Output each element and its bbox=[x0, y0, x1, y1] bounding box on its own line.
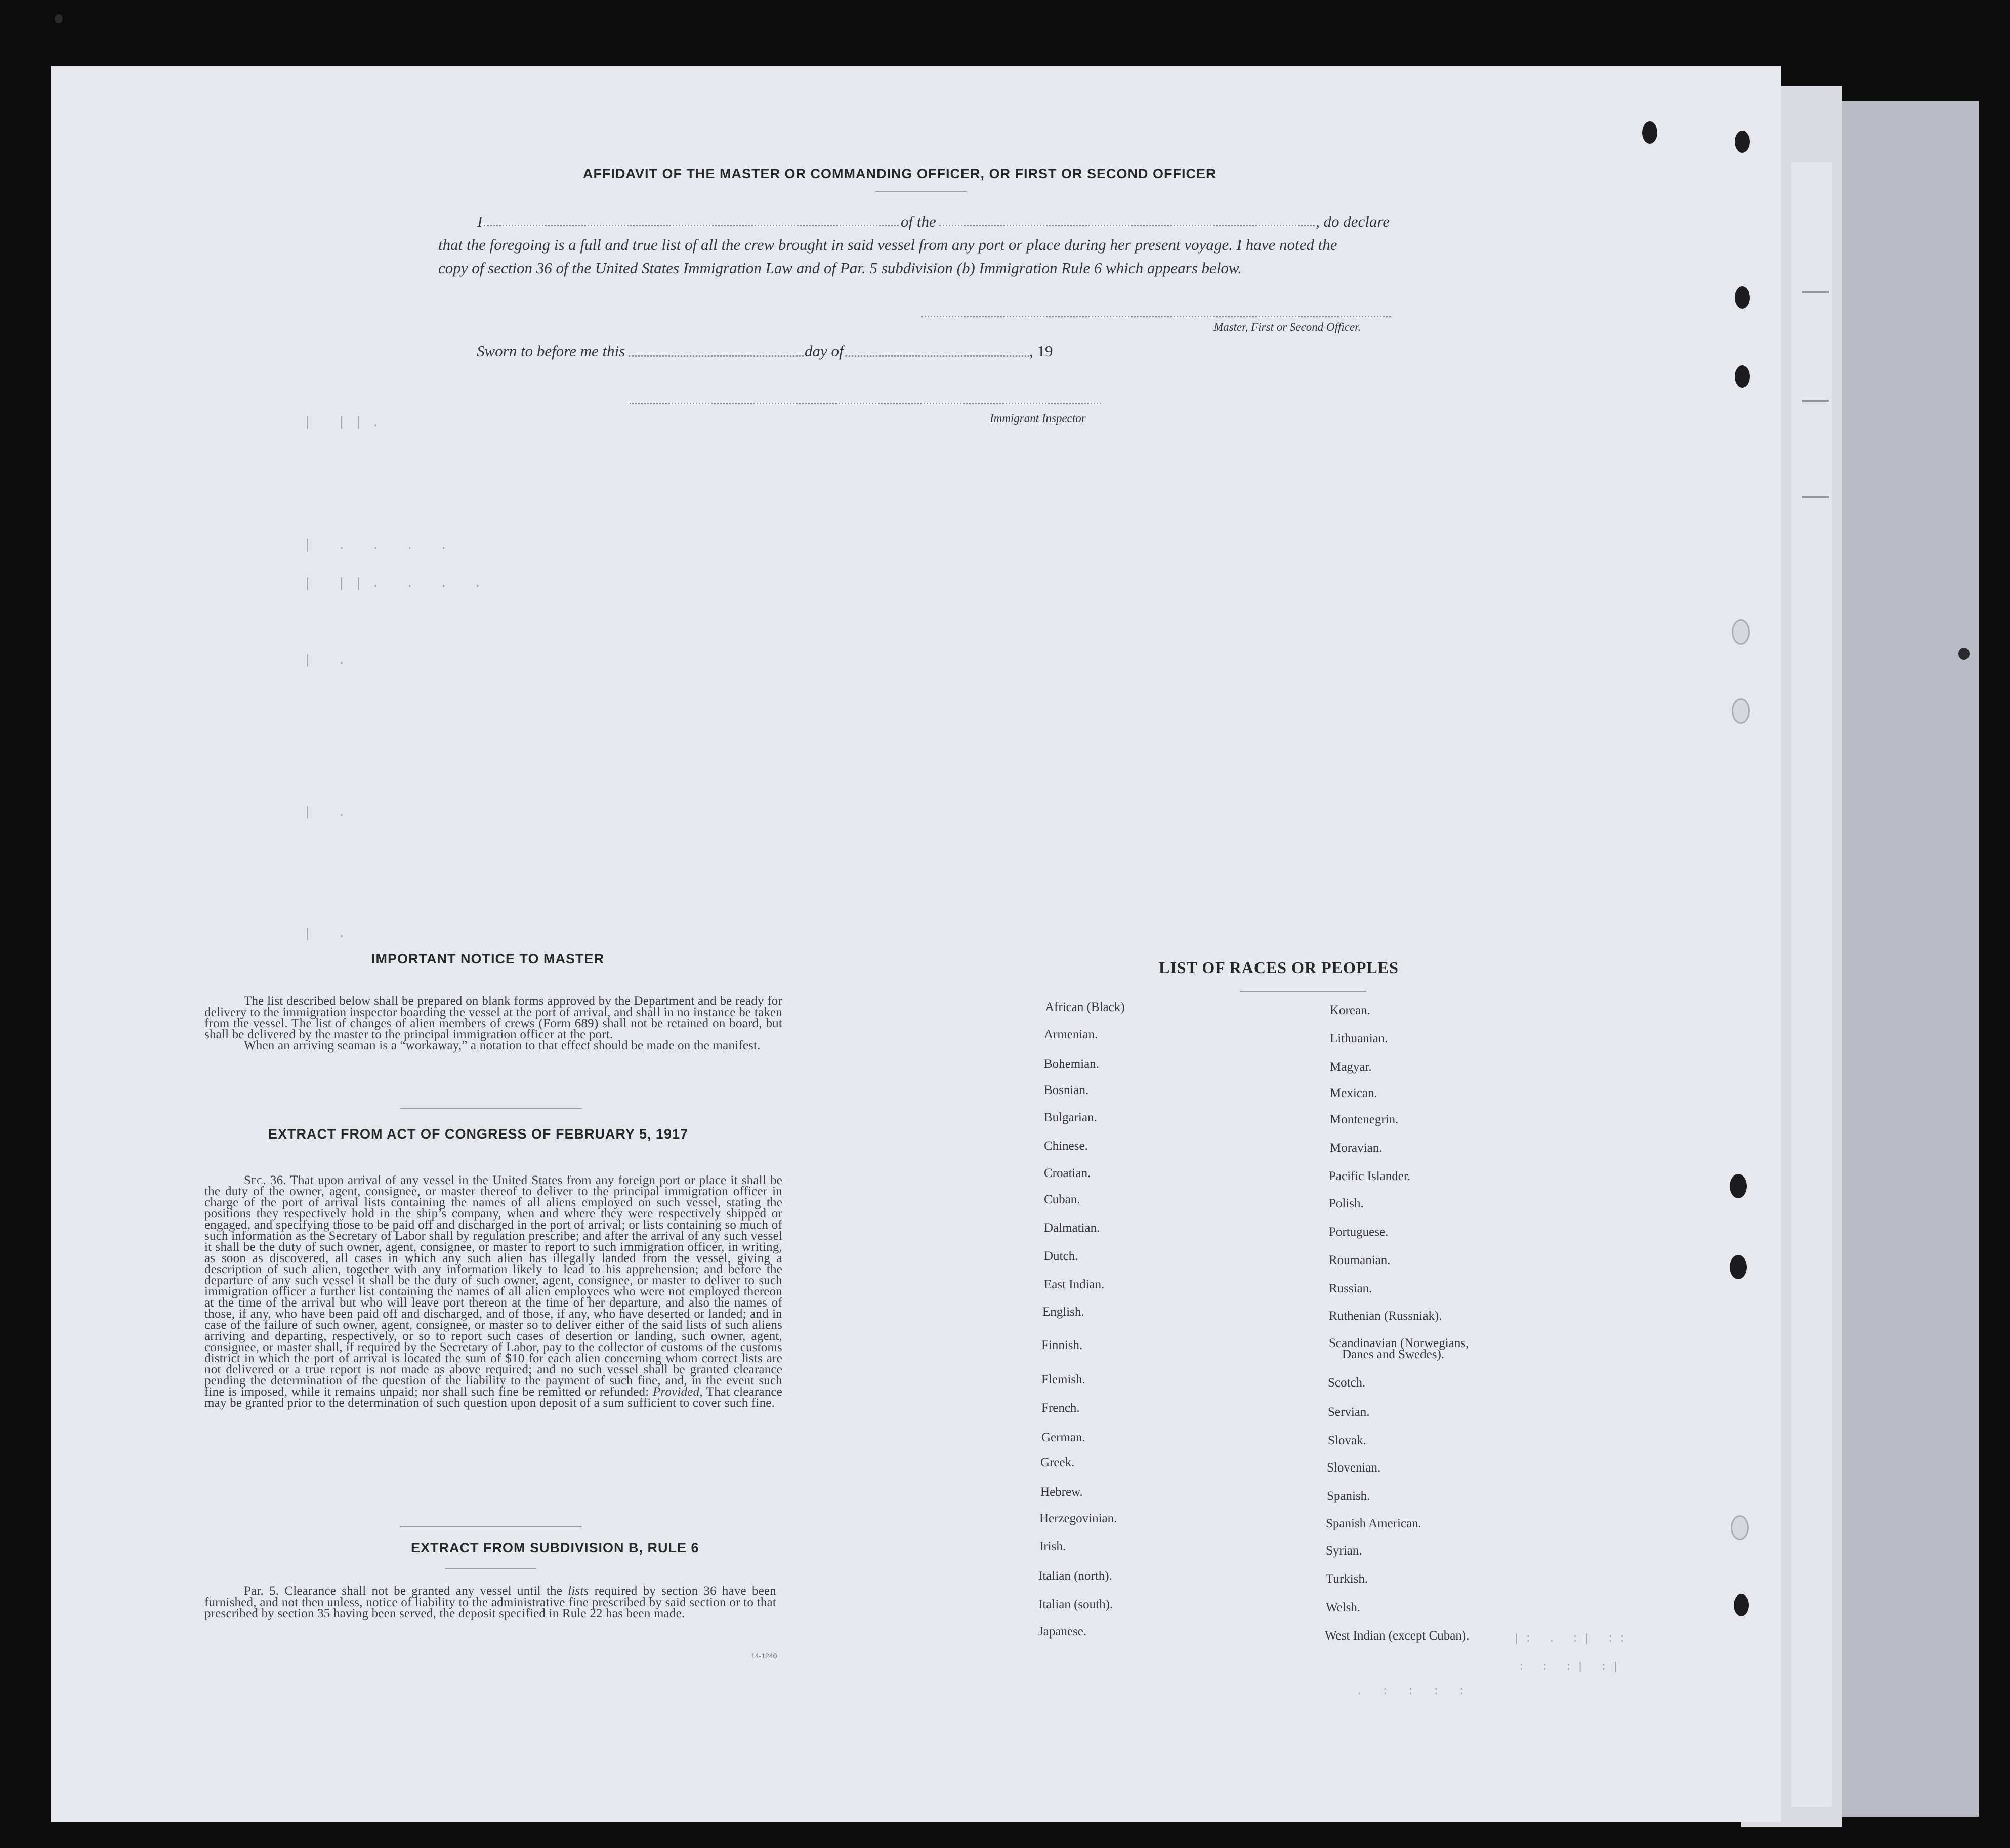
sworn-text: Sworn to before me this bbox=[477, 342, 625, 360]
affidavit-line2: that the foregoing is a full and true list of all the crew brought in said vessel from any port or place during her present voyage. I have noted the bbox=[438, 236, 1337, 254]
act-paragraph-end: That clearance may be granted prior to the determination of such question upon deposit of a sum sufficient to cover such fine. bbox=[204, 1385, 783, 1410]
act-title: EXTRACT FROM ACT OF CONGRESS OF FEBRUARY 5, 1917 bbox=[268, 1126, 689, 1142]
punch-hole bbox=[1642, 121, 1657, 144]
race-item: Welsh. bbox=[1326, 1601, 1361, 1614]
master-signature-line bbox=[921, 316, 1391, 317]
sworn-year: , 19 bbox=[1029, 342, 1053, 360]
affidavit-line3: copy of section 36 of the United States Immigration Law and of Par. 5 subdivision (b) Immigration Rule 6 which appears below. bbox=[438, 259, 1242, 277]
race-item: Croatian. bbox=[1044, 1166, 1091, 1180]
races-title-rule bbox=[1240, 991, 1366, 992]
race-item: Turkish. bbox=[1326, 1572, 1368, 1586]
race-item: Italian (north). bbox=[1038, 1569, 1112, 1583]
middle-sheet-inner bbox=[1791, 162, 1832, 1807]
rule-lists-word: lists bbox=[568, 1584, 589, 1598]
race-item: French. bbox=[1041, 1401, 1080, 1415]
punch-hole bbox=[1732, 619, 1750, 645]
affidavit-title-rule bbox=[875, 191, 967, 192]
race-item: Japanese. bbox=[1038, 1625, 1087, 1639]
race-item: Mexican. bbox=[1330, 1086, 1377, 1100]
race-item: Cuban. bbox=[1044, 1193, 1080, 1206]
race-item: Spanish American. bbox=[1326, 1517, 1421, 1530]
inspector-signature-line bbox=[630, 403, 1101, 404]
affidavit-line1-of-the: of the bbox=[901, 213, 936, 230]
race-item: Montenegrin. bbox=[1330, 1113, 1399, 1126]
race-item: Irish. bbox=[1039, 1540, 1066, 1553]
race-item: Bulgarian. bbox=[1044, 1111, 1097, 1124]
act-section-label: Sec. 36. bbox=[244, 1173, 286, 1187]
race-item: Finnish. bbox=[1041, 1338, 1083, 1352]
corner-fleck bbox=[55, 14, 63, 23]
sworn-month-blank bbox=[845, 355, 1029, 357]
rule-paragraph-start: Par. 5. Clearance shall not be granted any vessel until the bbox=[244, 1584, 563, 1598]
page-tab-mark bbox=[1802, 291, 1829, 293]
affidavit-line1-declare: , do declare bbox=[1316, 213, 1390, 230]
rule-title-rule bbox=[445, 1568, 536, 1569]
race-item: Pacific Islander. bbox=[1329, 1169, 1411, 1183]
race-item: Slovak. bbox=[1328, 1434, 1366, 1447]
rule-paragraph-end: required by section 36 have been furnished, and not then unless, notice of liability to the administrative fine prescribed by said section or to that prescribed by section 35 having been served, the deposit specified in Rule 22 has been made. bbox=[204, 1584, 777, 1620]
show-through-marks: | . bbox=[304, 926, 355, 941]
affidavit-line1-i: I bbox=[477, 213, 483, 230]
race-item: West Indian (except Cuban). bbox=[1325, 1629, 1470, 1643]
race-item: Korean. bbox=[1330, 1003, 1370, 1017]
notice-rule bbox=[400, 1108, 582, 1109]
race-item: Armenian. bbox=[1044, 1028, 1098, 1041]
affidavit-title: AFFIDAVIT OF THE MASTER OR COMMANDING OFFICER, OR FIRST OR SECOND OFFICER bbox=[583, 166, 1217, 181]
races-title: LIST OF RACES OR PEOPLES bbox=[1159, 958, 1399, 977]
sworn-day-of: day of bbox=[805, 342, 844, 360]
act-provided-label: Provided, bbox=[652, 1385, 703, 1399]
punch-hole bbox=[1735, 131, 1750, 153]
race-item: Dalmatian. bbox=[1044, 1221, 1100, 1235]
punch-hole bbox=[1730, 1255, 1747, 1279]
notice-paragraph-2: When an arriving seaman is a “workaway,” a notation to that effect should be made on the manifest. bbox=[244, 1039, 761, 1053]
page-tab-mark bbox=[1802, 400, 1829, 402]
race-item: Russian. bbox=[1329, 1282, 1372, 1295]
punch-hole bbox=[1730, 1174, 1747, 1198]
show-through-marks: | . bbox=[304, 653, 355, 668]
race-item: English. bbox=[1042, 1305, 1084, 1319]
race-item: Herzegovinian. bbox=[1039, 1511, 1117, 1525]
show-through-marks: |: . :| :: bbox=[1513, 1632, 1631, 1645]
race-item: Servian. bbox=[1328, 1405, 1370, 1419]
race-item: Scotch. bbox=[1328, 1376, 1366, 1390]
punch-hole bbox=[1732, 698, 1750, 724]
race-item: Polish. bbox=[1329, 1197, 1364, 1210]
race-item: Danes and Swedes). bbox=[1342, 1348, 1445, 1361]
race-item: German. bbox=[1041, 1431, 1085, 1444]
notice-title: IMPORTANT NOTICE TO MASTER bbox=[371, 951, 604, 967]
race-item: Slovenian. bbox=[1327, 1461, 1381, 1475]
show-through-marks: | . . . . bbox=[304, 537, 457, 553]
race-item: Moravian. bbox=[1330, 1141, 1383, 1155]
race-item: Syrian. bbox=[1326, 1544, 1362, 1558]
race-item: Italian (south). bbox=[1038, 1598, 1113, 1611]
race-item: Chinese. bbox=[1044, 1139, 1088, 1153]
race-item: Roumanian. bbox=[1329, 1253, 1391, 1267]
rule-title: EXTRACT FROM SUBDIVISION B, RULE 6 bbox=[411, 1540, 699, 1556]
sworn-day-blank bbox=[629, 355, 804, 357]
inspector-label: Immigrant Inspector bbox=[990, 412, 1086, 425]
show-through-marks: . : : : : bbox=[1356, 1685, 1471, 1698]
race-item: Spanish. bbox=[1327, 1489, 1370, 1503]
race-item: Lithuanian. bbox=[1330, 1032, 1388, 1045]
act-rule bbox=[400, 1526, 582, 1527]
act-paragraph-text: That upon arrival of any vessel in the United States from any foreign port or place it shall be the duty of the owner, agent, consignee, or master thereof to deliver to the principal immigration officer in charge of the port of arrival lists containing the names of all aliens employed on such vessel, stating the positions they respectively hold in the ship’s company, when and where they were respectively shipped or engaged, and specifying those to be paid off and discharged in the port of arrival; or lists containing so much of such information as the Secretary of Labor shall by regulation prescribe; and after the arrival of any such vessel it shall be the duty of such owner, agent, consignee, or master to report to such immigration officer, in writing, as soon as discovered, all cases in which any such alien has illegally landed from the vessel, giving a description of such alien, together with any information likely to lead to his apprehension; and before the departure of any such vessel it shall be the duty of such owner, agent, consignee, or master to deliver to such immigration officer a further list containing the names of all alien employees who were not employed thereon at the time of the arrival but who will leave port thereon at the time of her departure, and also the names of those, if any, who have been paid off and discharged, and of those, if any, who have deserted or landed; and in case of the failure of such owner, agent, consignee, or master so to deliver either of the said lists of such aliens arriving and departing, respectively, or so to report such cases of desertion or landing, such owner, agent, consignee, or master shall, if required by the Secretary of Labor, pay to the collector of customs of the customs district in which the port of arrival is located the sum of $10 for each alien concerning whom correct lists are not delivered or a true report is not made as above required; and no such vessel shall be granted clearance pending the determination of the question of the liability to the payment of such fine, and, in the event such fine is imposed, while it remains unpaid; nor shall such fine be remitted or refunded: bbox=[204, 1173, 782, 1399]
punch-hole bbox=[1734, 1594, 1749, 1616]
master-signature-label: Master, First or Second Officer. bbox=[1213, 321, 1361, 333]
show-through-marks: | ||. bbox=[304, 415, 389, 430]
race-item: Hebrew. bbox=[1040, 1485, 1083, 1499]
race-item: Portuguese. bbox=[1329, 1225, 1389, 1239]
affidavit-name-blank bbox=[484, 225, 899, 226]
form-code: 14-1240 bbox=[751, 1652, 777, 1660]
race-item: African (Black) bbox=[1045, 1000, 1125, 1014]
rule-paragraph bbox=[204, 1586, 776, 1619]
race-item: Dutch. bbox=[1044, 1249, 1078, 1263]
document-page bbox=[51, 66, 1781, 1822]
race-item: Greek. bbox=[1040, 1456, 1075, 1469]
affidavit-vessel-blank bbox=[939, 225, 1315, 226]
notice-paragraphs bbox=[204, 996, 782, 1052]
act-paragraph bbox=[204, 1175, 782, 1409]
race-item: Scandinavian (Norwegians, bbox=[1329, 1336, 1469, 1350]
punch-hole bbox=[1731, 1515, 1749, 1540]
edge-fleck bbox=[1958, 648, 1970, 660]
show-through-marks: : : :| :| bbox=[1518, 1661, 1624, 1673]
punch-hole bbox=[1735, 365, 1750, 388]
race-item: Magyar. bbox=[1330, 1060, 1372, 1074]
punch-hole bbox=[1735, 286, 1750, 309]
notice-paragraph-1: The list described below shall be prepared on blank forms approved by the Department and be ready for delivery to the immigration inspector boarding the vessel at the port of arrival, and shall in no instance be taken from the vessel. The list of changes of alien members of crews (Form 689) shall not be retained on board, but shall be delivered by the master to the principal immigration officer at the port. bbox=[204, 994, 782, 1041]
race-item: Bohemian. bbox=[1044, 1057, 1100, 1071]
show-through-marks: | . bbox=[304, 805, 355, 820]
race-item: Ruthenian (Russniak). bbox=[1329, 1309, 1442, 1323]
race-item: Flemish. bbox=[1041, 1373, 1085, 1387]
page-tab-mark bbox=[1802, 496, 1829, 498]
race-item: East Indian. bbox=[1044, 1278, 1105, 1291]
show-through-marks: | ||. . . . bbox=[304, 576, 491, 591]
race-item: Bosnian. bbox=[1044, 1083, 1089, 1097]
